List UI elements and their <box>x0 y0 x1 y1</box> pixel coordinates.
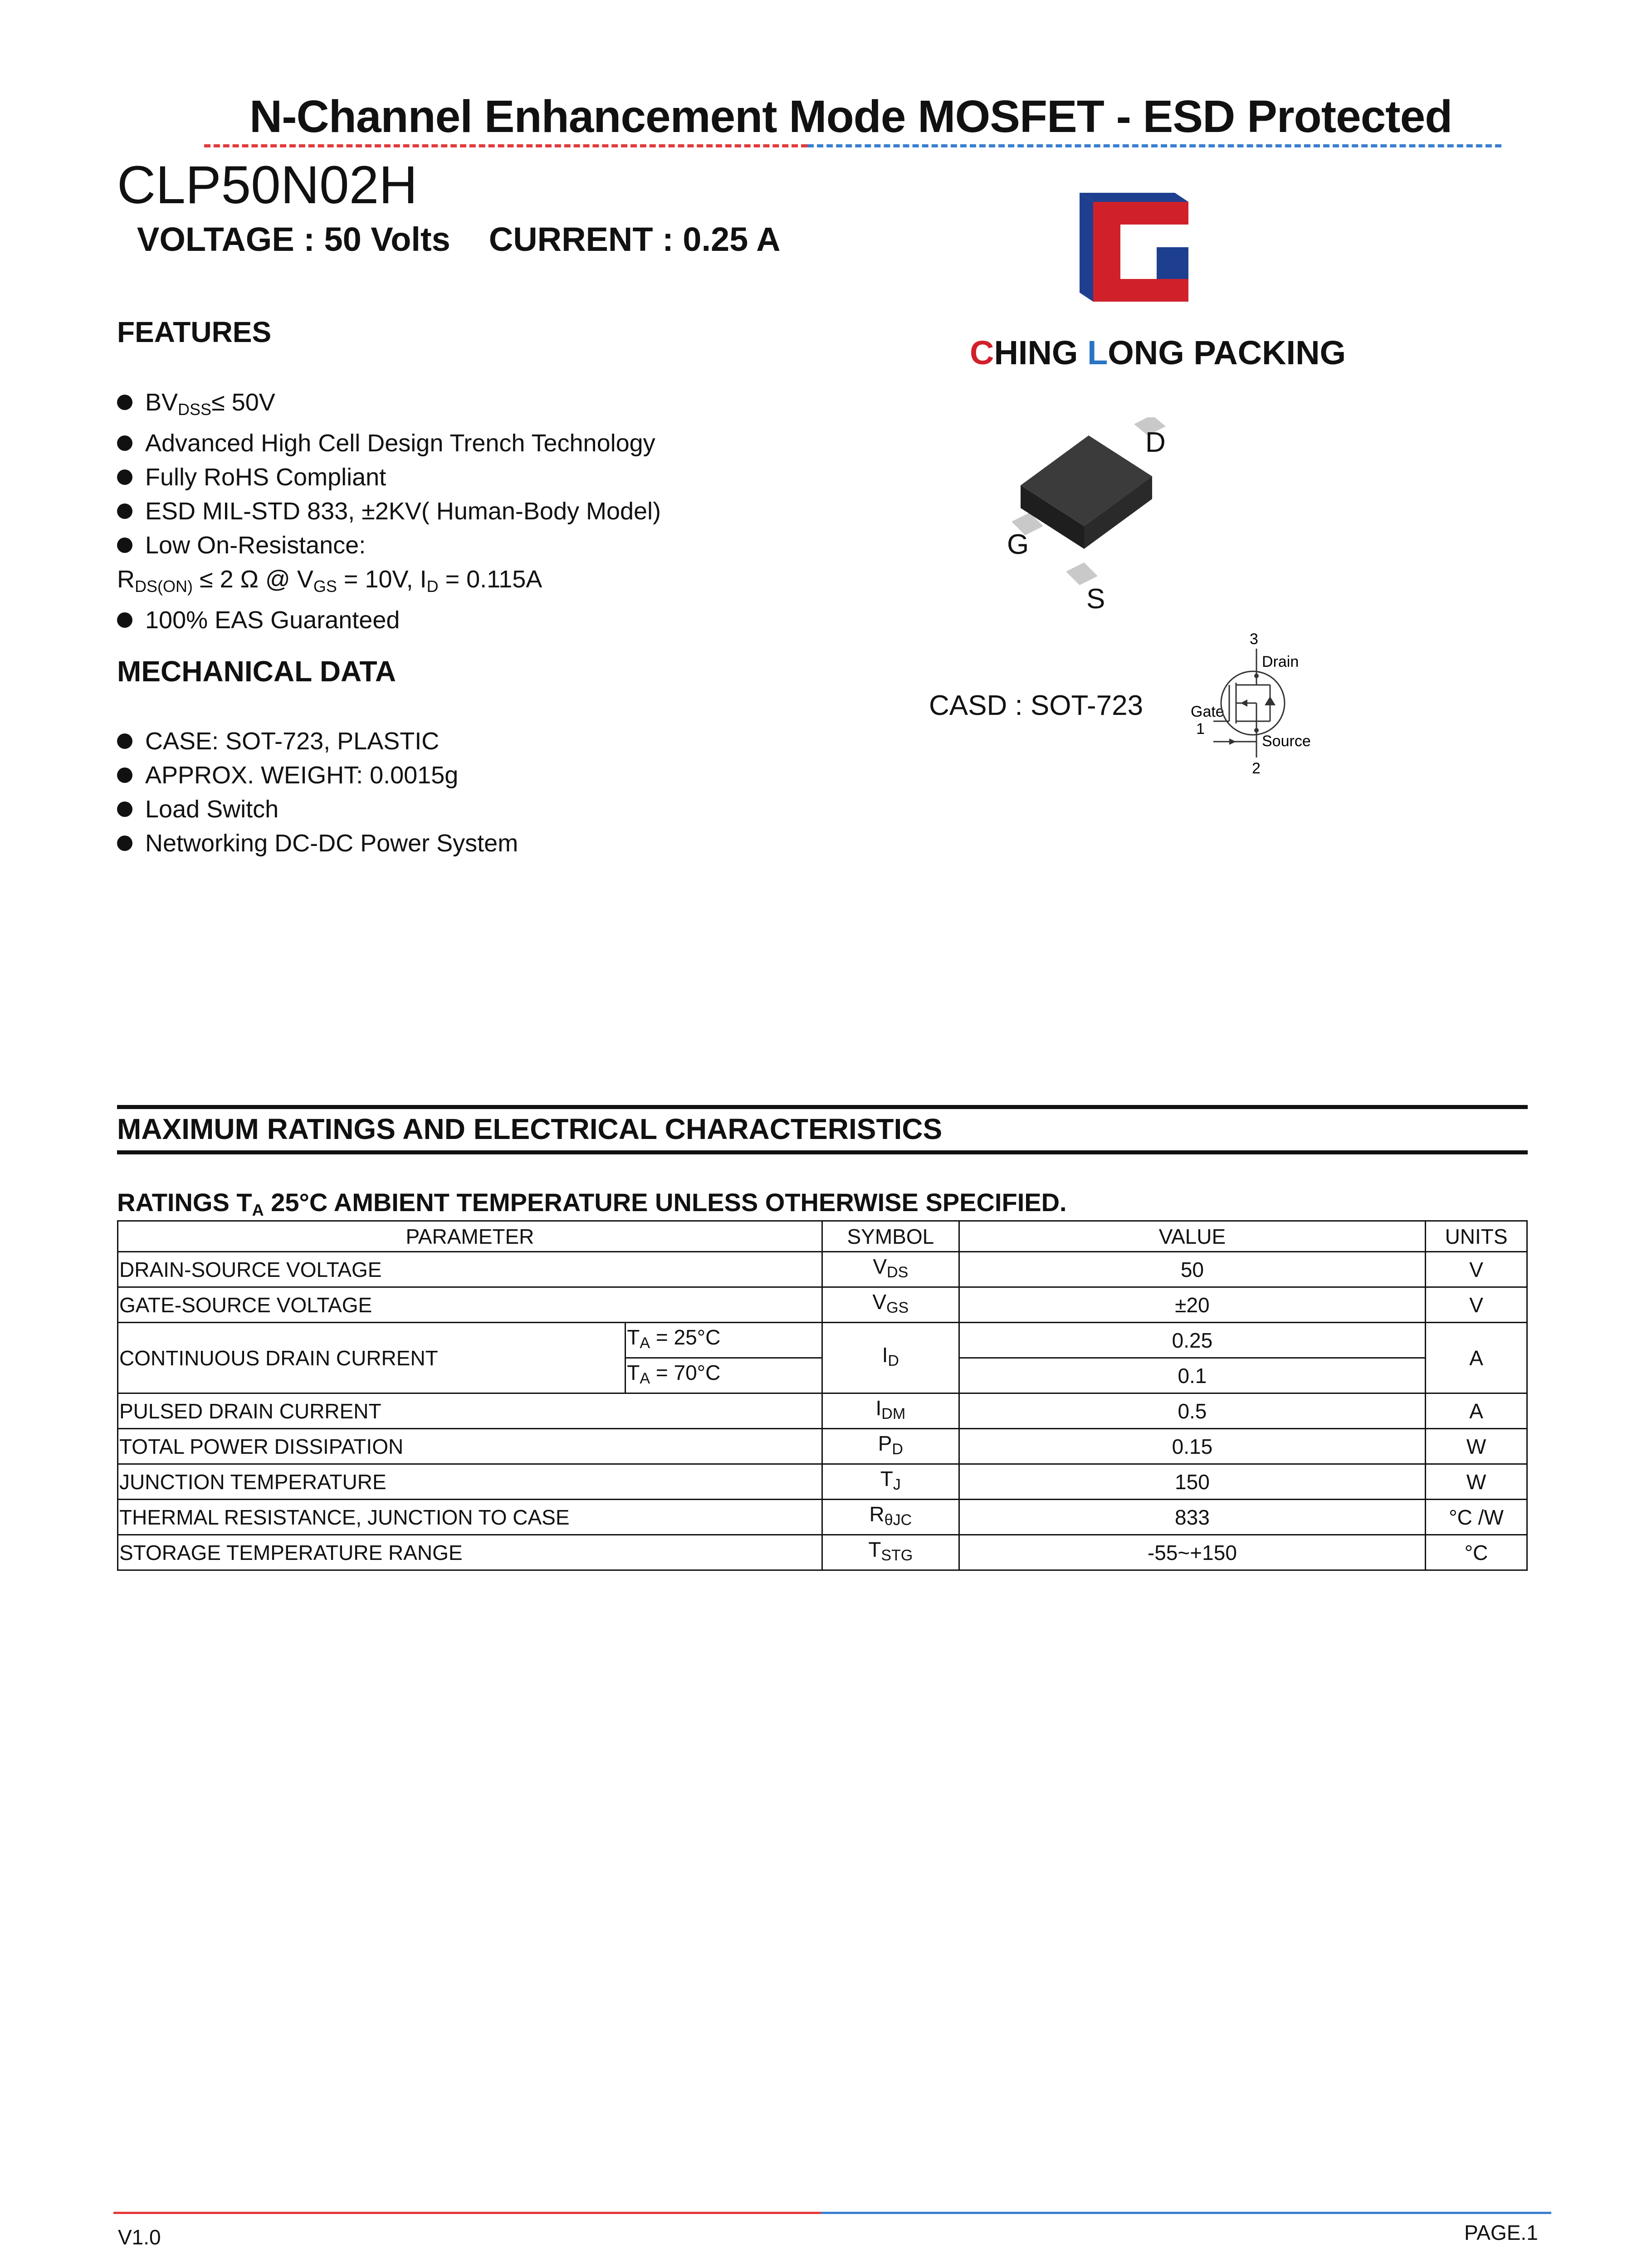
ratings-table <box>117 1220 1528 1571</box>
cell-value: ±20 <box>959 1287 1425 1323</box>
cell-unit: V <box>1426 1252 1527 1287</box>
schematic-source-label: Source <box>1262 733 1311 750</box>
ratings-subheading: RATINGS $T_A$ 25°C AMBIENT TEMPERATURE UNLESS OTHERWISE SPECIFIED. <box>117 1188 1067 1219</box>
current-rating: CURRENT : 0.25 A <box>489 220 781 258</box>
cell-symbol: ID <box>822 1323 959 1393</box>
footer-rule-red <box>113 2212 821 2214</box>
table-row <box>118 1287 1527 1323</box>
cell-condition: TA = 25°C <box>626 1323 822 1358</box>
mosfet-schematic-symbol <box>1179 631 1329 785</box>
cell-unit: W <box>1426 1429 1527 1464</box>
cell-param: GATE-SOURCE VOLTAGE <box>118 1287 822 1323</box>
cell-value: 50 <box>959 1252 1425 1287</box>
pin-d-label: D <box>1145 427 1166 458</box>
cell-param: CONTINUOUS DRAIN CURRENT <box>118 1323 626 1393</box>
mechanical-list <box>117 724 518 860</box>
cell-unit: V <box>1426 1287 1527 1323</box>
company-logo <box>1080 193 1188 302</box>
title-underline-blue <box>807 144 1501 147</box>
company-name: CHING LONG PACKING <box>970 334 1346 371</box>
section-rule-top <box>117 1105 1528 1109</box>
cell-value: 150 <box>959 1464 1425 1500</box>
feature-item: Advanced High Cell Design Trench Technology <box>117 426 661 460</box>
mechanical-item: APPROX. WEIGHT: 0.0015g <box>117 758 518 792</box>
cell-symbol: PD <box>822 1429 959 1464</box>
table-header-row <box>118 1221 1527 1252</box>
feature-item-rds: $R_{DS(ON)} \le 2$ Ω @ $V_{GS} = 10V$, $I_D = 0.115A$ <box>117 566 542 596</box>
page-title: N-Channel Enhancement Mode MOSFET - ESD Protected <box>249 91 1452 142</box>
cell-symbol: RθJC <box>822 1500 959 1535</box>
mechanical-item: Load Switch <box>117 792 518 826</box>
cell-param: DRAIN-SOURCE VOLTAGE <box>118 1252 822 1287</box>
cell-param: STORAGE TEMPERATURE RANGE <box>118 1535 822 1570</box>
schematic-drain-label: Drain <box>1262 653 1299 670</box>
mechanical-item: CASE: SOT-723, PLASTIC <box>117 724 518 758</box>
cell-symbol: TJ <box>822 1464 959 1500</box>
table-row <box>118 1535 1527 1570</box>
table-row <box>118 1393 1527 1429</box>
schematic-gate-label: Gate <box>1191 703 1224 720</box>
version-label: V1.0 <box>118 2225 161 2249</box>
footer-rule-blue <box>821 2212 1551 2214</box>
case-label: CASD : SOT-723 <box>929 690 1144 721</box>
feature-item: Low On-Resistance: <box>117 528 661 562</box>
cell-value: 0.25 <box>959 1323 1425 1358</box>
col-value: VALUE <box>959 1221 1425 1252</box>
col-parameter: PARAMETER <box>118 1221 822 1252</box>
part-number: CLP50N02H <box>117 155 418 215</box>
mechanical-item: Networking DC-DC Power System <box>117 826 518 860</box>
cell-unit: °C <box>1426 1535 1527 1570</box>
cell-symbol: VGS <box>822 1287 959 1323</box>
cell-param: JUNCTION TEMPERATURE <box>118 1464 822 1500</box>
feature-item: 100% EAS Guaranteed <box>117 603 661 637</box>
cell-unit: W <box>1426 1464 1527 1500</box>
sot-723-package-illustration <box>998 417 1225 617</box>
table-row <box>118 1252 1527 1287</box>
cell-condition: TA = 70°C <box>626 1358 822 1393</box>
col-units: UNITS <box>1426 1221 1527 1252</box>
features-list <box>117 386 661 637</box>
cell-symbol: VDS <box>822 1252 959 1287</box>
cell-param: THERMAL RESISTANCE, JUNCTION TO CASE <box>118 1500 822 1535</box>
cell-symbol: TSTG <box>822 1535 959 1570</box>
page-number: PAGE.1 <box>1464 2221 1538 2244</box>
cell-value: 0.5 <box>959 1393 1425 1429</box>
ratings-heading: MAXIMUM RATINGS AND ELECTRICAL CHARACTERISTICS <box>117 1113 943 1145</box>
table-row <box>118 1323 1527 1358</box>
schematic-pin2: 2 <box>1252 760 1261 777</box>
features-heading: FEATURES <box>117 316 272 348</box>
title-underline-red <box>204 144 807 147</box>
mechanical-heading: MECHANICAL DATA <box>117 655 396 688</box>
feature-item: Fully RoHS Compliant <box>117 460 661 494</box>
cell-unit: A <box>1426 1393 1527 1429</box>
table-row <box>118 1429 1527 1464</box>
voltage-current-line <box>137 220 781 259</box>
cell-unit: A <box>1426 1323 1527 1393</box>
feature-item: $BV_{DSS}\le 50V$ <box>117 386 661 426</box>
feature-item: ESD MIL-STD 833, ±2KV( Human-Body Model) <box>117 494 661 528</box>
cell-value: 833 <box>959 1500 1425 1535</box>
cell-symbol: IDM <box>822 1393 959 1429</box>
voltage-rating: VOLTAGE : 50 Volts <box>137 220 450 258</box>
pin-s-label: S <box>1086 583 1105 615</box>
cell-value: -55~+150 <box>959 1535 1425 1570</box>
table-row <box>118 1464 1527 1500</box>
table-row <box>118 1500 1527 1535</box>
cell-value: 0.15 <box>959 1429 1425 1464</box>
cell-param: PULSED DRAIN CURRENT <box>118 1393 822 1429</box>
schematic-pin3: 3 <box>1250 631 1258 648</box>
cell-param: TOTAL POWER DISSIPATION <box>118 1429 822 1464</box>
cell-unit: °C /W <box>1426 1500 1527 1535</box>
col-symbol: SYMBOL <box>822 1221 959 1252</box>
section-rule-bottom <box>117 1150 1528 1154</box>
pin-g-label: G <box>1007 529 1029 560</box>
schematic-pin1: 1 <box>1196 720 1205 738</box>
cell-value: 0.1 <box>959 1358 1425 1393</box>
